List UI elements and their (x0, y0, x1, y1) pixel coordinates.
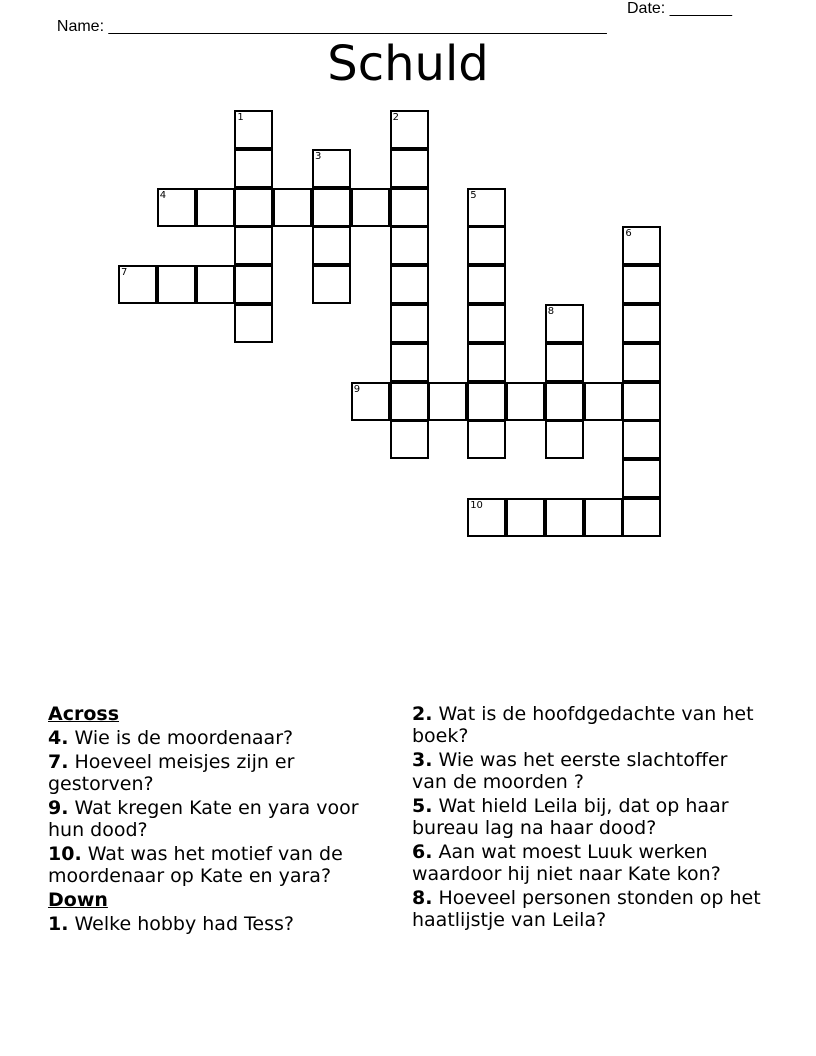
clue-number: 4 (159, 189, 167, 201)
grid-cell[interactable] (467, 304, 506, 343)
clue-number: 9 (353, 383, 361, 395)
clue-down-6: 6. Aan wat moest Luuk werken waardoor hij niet naar Kate kon? (412, 841, 721, 885)
clue-number: 7 (121, 267, 128, 279)
grid-cell[interactable] (545, 420, 584, 459)
across-heading: Across (48, 703, 120, 725)
grid-cell[interactable] (390, 265, 429, 304)
grid-cell[interactable] (118, 265, 157, 304)
grid-cell[interactable] (545, 304, 584, 343)
grid-cell[interactable] (196, 188, 235, 227)
grid-cell[interactable] (584, 498, 623, 537)
clue-number: 8 (547, 306, 555, 317)
grid-cell[interactable] (545, 343, 584, 382)
clue-down-3: 3. Wie was het eerste slachtoffer van de moorden ? (412, 749, 728, 793)
grid-cell[interactable] (467, 498, 506, 537)
date-field-label: Date: _______ (627, 0, 732, 17)
clue-number: 2 (392, 112, 399, 123)
grid-cell[interactable] (545, 382, 584, 421)
down-heading: Down (48, 889, 108, 911)
grid-cell[interactable] (390, 420, 429, 459)
grid-cell[interactable] (351, 382, 390, 421)
clues-column-right (412, 703, 762, 933)
grid-cell[interactable] (234, 149, 273, 188)
grid-cell[interactable] (390, 304, 429, 343)
clue-number: 1 (237, 112, 244, 123)
grid-cell[interactable] (234, 304, 273, 343)
grid-cell[interactable] (234, 226, 273, 265)
grid-cell[interactable] (622, 382, 661, 421)
clue-down-1: 1. Welke hobby had Tess? (48, 913, 295, 935)
grid-cell[interactable] (545, 498, 584, 537)
grid-cell[interactable] (196, 265, 235, 304)
grid-cell[interactable] (506, 498, 545, 537)
clue-number: 3 (315, 150, 322, 162)
clue-across-10: 10. Wat was het motief van de moordenaar op Kate en yara? (48, 843, 343, 887)
grid-cell[interactable] (157, 188, 196, 227)
grid-cell[interactable] (622, 265, 661, 304)
grid-cell[interactable] (622, 343, 661, 382)
grid-cell[interactable] (312, 188, 351, 227)
grid-cell[interactable] (390, 343, 429, 382)
grid-cell[interactable] (428, 382, 467, 421)
grid-cell[interactable] (390, 110, 429, 149)
grid-cell[interactable] (312, 226, 351, 265)
name-field-label: Name: ________________________________________________________ (56, 18, 607, 35)
grid-cell[interactable] (273, 188, 312, 227)
grid-cell[interactable] (467, 420, 506, 459)
clue-down-8: 8. Hoeveel personen stonden op het haatlijstje van Leila? (412, 887, 761, 931)
grid-cell[interactable] (234, 110, 273, 149)
clue-number: 6 (625, 228, 632, 240)
puzzle-title: Schuld (327, 36, 489, 92)
grid-cell[interactable] (467, 188, 506, 227)
grid-cell[interactable] (157, 265, 196, 304)
grid-cell[interactable] (467, 343, 506, 382)
grid-cell[interactable] (622, 459, 661, 498)
grid-cell[interactable] (584, 382, 623, 421)
grid-cell[interactable] (312, 265, 351, 304)
grid-cell[interactable] (467, 265, 506, 304)
grid-cell[interactable] (390, 382, 429, 421)
grid-cell[interactable] (390, 226, 429, 265)
grid-cell[interactable] (351, 188, 390, 227)
grid-cell[interactable] (622, 304, 661, 343)
clue-across-4: 4. Wie is de moordenaar? (48, 727, 294, 749)
clues-column-left (48, 703, 383, 937)
grid-cell[interactable] (390, 149, 429, 188)
grid-cell[interactable] (622, 420, 661, 459)
clue-across-9: 9. Wat kregen Kate en yara voor hun dood? (48, 797, 359, 841)
grid-cell[interactable] (234, 265, 273, 304)
grid-cell[interactable] (622, 226, 661, 265)
clue-down-5: 5. Wat hield Leila bij, dat op haar bureau lag na haar dood? (412, 795, 729, 839)
clue-number: 10 (470, 500, 483, 511)
grid-cell[interactable] (506, 382, 545, 421)
grid-cell[interactable] (390, 188, 429, 227)
grid-cell[interactable] (467, 226, 506, 265)
grid-cell[interactable] (312, 149, 351, 188)
clue-down-2: 2. Wat is de hoofdgedachte van het boek? (412, 703, 754, 747)
grid-cell[interactable] (467, 382, 506, 421)
grid-cell[interactable] (622, 498, 661, 537)
clue-number: 5 (470, 189, 477, 201)
grid-cell[interactable] (234, 188, 273, 227)
clue-across-7: 7. Hoeveel meisjes zijn er gestorven? (48, 751, 295, 795)
